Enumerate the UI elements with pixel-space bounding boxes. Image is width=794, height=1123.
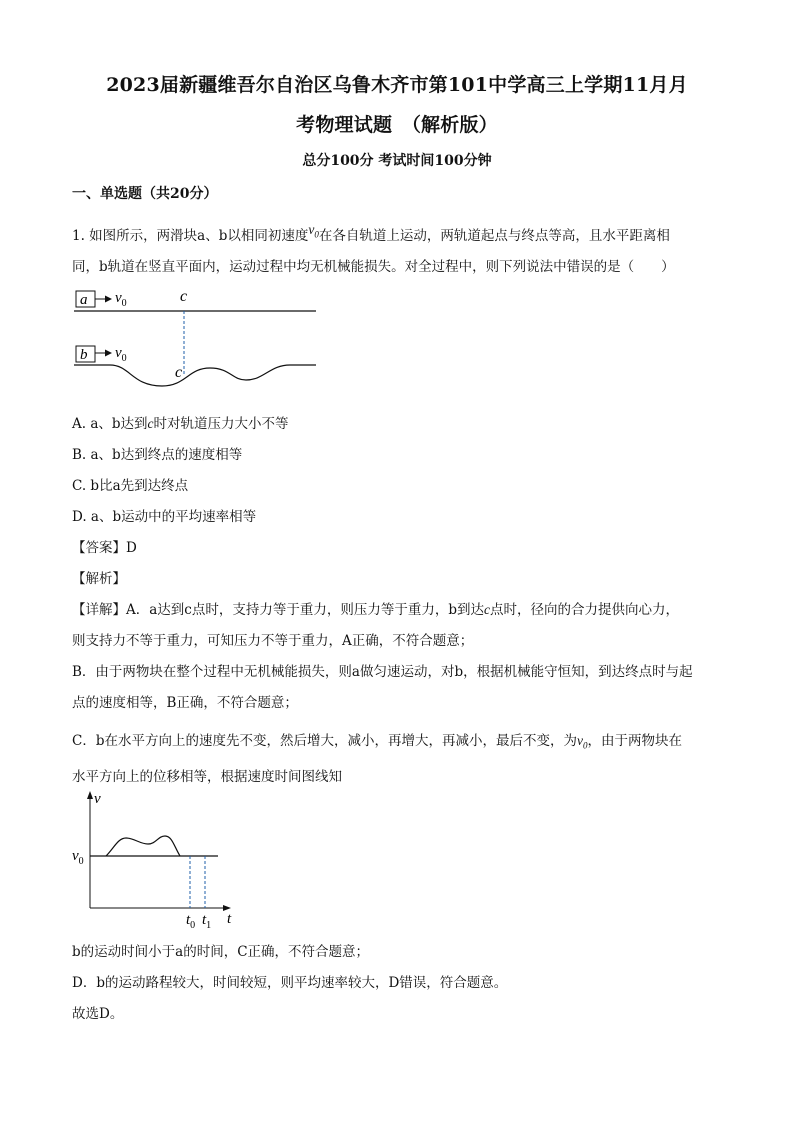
page-title-line2: 考物理试题 （解析版） — [296, 114, 498, 136]
detail-a-c: c — [484, 602, 490, 617]
option-a — [72, 412, 289, 432]
exam-info: 总分100分 考试时间100分钟 — [302, 153, 492, 169]
v-subscript: 0 — [314, 229, 319, 240]
detail-c-text2: ，由于两物块在 — [587, 733, 682, 749]
arrow-a-head — [105, 296, 112, 303]
t1-label: $t_1$ — [202, 912, 212, 931]
v-letter: v — [308, 222, 315, 237]
v0-tick-label: $v_0$ — [72, 848, 84, 867]
final-answer: 故选D。 — [72, 1006, 124, 1022]
point-c-bottom-label: c — [175, 364, 183, 381]
answer-line — [72, 536, 137, 556]
t0-label: $t_0$ — [186, 912, 196, 931]
arrow-b-head — [105, 350, 112, 357]
v0-label-a: $v_0$ — [115, 290, 127, 309]
detail-c-line1 — [72, 729, 682, 751]
v0-label-b: $v_0$ — [115, 345, 127, 364]
block-b-label: b — [80, 347, 88, 363]
detail-c-line2: 水平方向上的位移相等，根据速度时间图线知 — [72, 769, 342, 785]
option-d: D. a、b运动中的平均速率相等 — [72, 509, 257, 525]
detail-b-line1: B．由于两物块在整个过程中无机械能损失，则a做匀速运动，对b，根据机械能守恒知，到达终点时与起 — [72, 664, 693, 680]
answer-label: 【答案】 — [72, 540, 126, 556]
option-b: B. a、b达到终点的速度相等 — [72, 447, 243, 463]
track-b — [74, 365, 316, 386]
page-title-line1: 2023届新疆维吾尔自治区乌鲁木齐市第101中学高三上学期11月月 — [106, 74, 688, 96]
analysis-label: 【解析】 — [72, 571, 126, 587]
answer-value: D — [126, 540, 137, 556]
detail-a-line1 — [72, 598, 679, 618]
detail-c-line3: b的运动时间小于a的时间，C正确，不符合题意； — [72, 944, 370, 960]
detail-c-text1: C．b在水平方向上的速度先不变，然后增大，减小，再增大，再减小，最后不变，为 — [72, 733, 577, 749]
question-text-part2: 在各自轨道上运动，两轨道起点与终点等高，且水平距离相 — [318, 228, 670, 244]
section-heading: 一、单选题（共20分） — [72, 186, 218, 202]
detail-c-v0 — [576, 733, 588, 751]
detail-a-text1: A．a达到c点时，支持力等于重力，则压力等于重力，b到达 — [126, 602, 484, 618]
y-axis-arrow — [87, 791, 93, 799]
question-line2: 同，b轨道在竖直平面内，运动过程中均无机械能损失。对全过程中，则下列说法中错误的是（ ） — [72, 259, 675, 275]
y-axis-label: v — [94, 791, 101, 807]
option-a-c: c — [147, 416, 154, 431]
option-a-text1: A. a、b达到 — [72, 416, 148, 432]
x-axis-label: t — [227, 911, 232, 927]
detail-label: 【详解】 — [72, 602, 126, 618]
detail-b-line2: 点的速度相等，B正确，不符合题意； — [72, 695, 298, 711]
detail-c-v: v — [576, 733, 583, 748]
b-velocity-curve — [106, 836, 180, 856]
point-c-top-label: c — [180, 288, 188, 305]
detail-d-line: D．b的运动路程较大，时间较短，则平均速率较大，D错误，符合题意。 — [72, 975, 508, 991]
track-figure — [70, 282, 330, 390]
option-a-text2: 时对轨道压力大小不等 — [153, 416, 289, 432]
option-c: C. b比a先到达终点 — [72, 478, 189, 494]
detail-a-line2: 则支持力不等于重力，可知压力不等于重力，A正确，不符合题意； — [72, 633, 474, 649]
detail-a-text2: 点时，径向的合力提供向心力， — [490, 602, 679, 618]
velocity-time-graph — [70, 788, 250, 936]
v0-symbol — [308, 222, 319, 240]
block-a-label: a — [80, 292, 88, 308]
question-line1 — [72, 224, 670, 246]
detail-c-v-sub: 0 — [582, 740, 588, 751]
question-text-part1: 1. 如图所示，两滑块a、b以相同初速度 — [72, 228, 309, 244]
